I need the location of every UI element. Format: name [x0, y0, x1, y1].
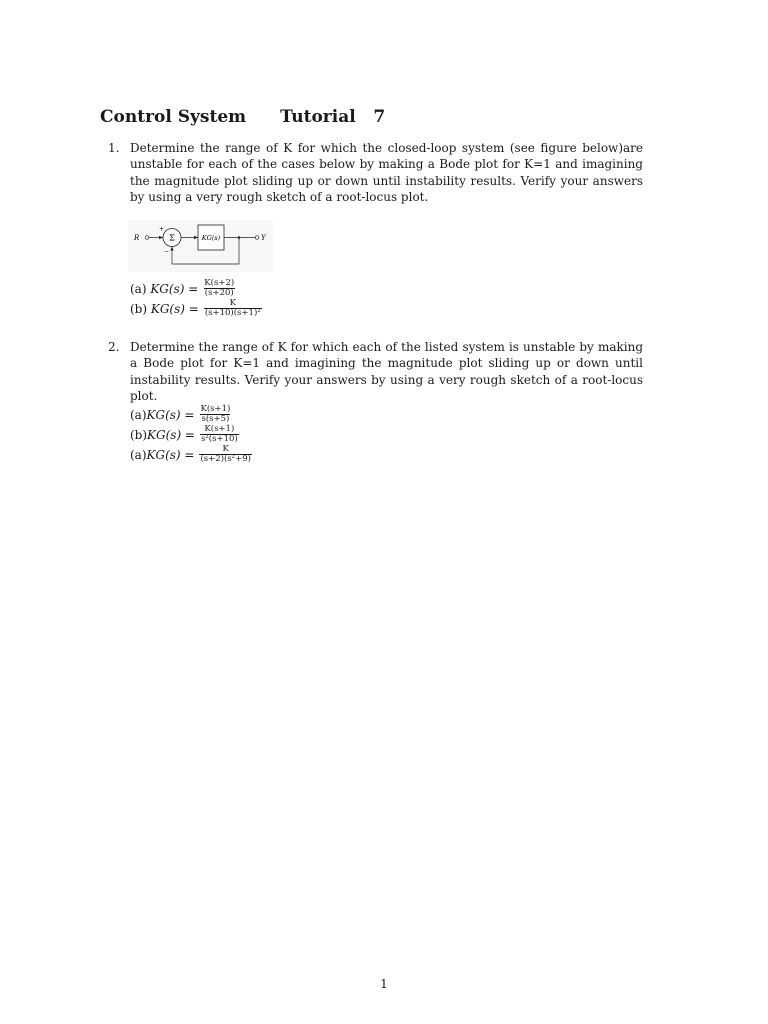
page-title — [100, 107, 385, 127]
formula-lhs: KG(s) = — [146, 447, 195, 462]
denominator: (s+10)(s+1)² — [204, 308, 261, 318]
formula-item — [130, 425, 252, 444]
numerator: K — [222, 444, 229, 454]
formula-lhs: KG(s) = — [150, 281, 199, 296]
question-number: 2. — [108, 340, 120, 354]
part-label: (a) — [130, 447, 147, 462]
numerator: K — [229, 298, 236, 308]
fraction — [199, 405, 231, 424]
question-1-parts — [130, 279, 262, 318]
formula-item — [130, 299, 262, 318]
question-2-parts — [130, 405, 252, 464]
formula-lhs: KG(s) = — [147, 427, 195, 442]
page-number: 1 — [380, 977, 388, 991]
course-title: Control System — [100, 107, 247, 127]
plus-sign: + — [159, 226, 165, 233]
denominator: s²(s+10) — [201, 434, 238, 444]
output-label: Y — [261, 234, 266, 242]
block-diagram — [128, 220, 273, 272]
denominator: (s+20) — [204, 288, 234, 298]
question-1 — [108, 140, 643, 205]
sum-symbol: Σ — [169, 233, 175, 243]
formula-item — [130, 405, 252, 424]
numerator: K(s+1) — [204, 424, 235, 434]
minus-sign: − — [164, 248, 170, 255]
part-label: (a) — [130, 281, 151, 296]
part-label: (b) — [130, 301, 151, 316]
question-text: Determine the range of K for which each of the listed system is unstable by making a Bode plot for K=1 and imagining the magnitude plot sliding up or down until instability results. Verify your answers by using a very rough sketch of a root-locus plot. — [130, 340, 643, 403]
formula-item — [130, 279, 262, 298]
input-label: R — [134, 234, 140, 242]
denominator: (s+2)(s²+9) — [200, 454, 251, 464]
formula-item — [130, 445, 252, 464]
numerator: K(s+1) — [200, 404, 231, 414]
formula-lhs: KG(s) = — [150, 301, 199, 316]
question-2 — [108, 339, 643, 404]
formula-lhs: KG(s) = — [146, 407, 195, 422]
denominator: s(s+5) — [201, 414, 230, 424]
question-text: Determine the range of K for which the closed-loop system (see figure below)are unstable for each of the cases below by making a Bode plot for K=1 and imagining the magnitude plot sliding up or down until instability results. Verify your answers by using a very rough sketch of a root-locus plot. — [130, 141, 643, 204]
fraction — [203, 279, 235, 298]
part-label: (a) — [130, 407, 147, 422]
plant-label: KG(s) — [201, 234, 221, 242]
tutorial-title: Tutorial 7 — [280, 107, 386, 127]
part-label: (b) — [130, 427, 148, 442]
question-number: 1. — [108, 141, 120, 155]
fraction — [199, 445, 251, 464]
fraction — [204, 299, 262, 318]
fraction — [200, 425, 239, 444]
numerator: K(s+2) — [204, 278, 235, 288]
